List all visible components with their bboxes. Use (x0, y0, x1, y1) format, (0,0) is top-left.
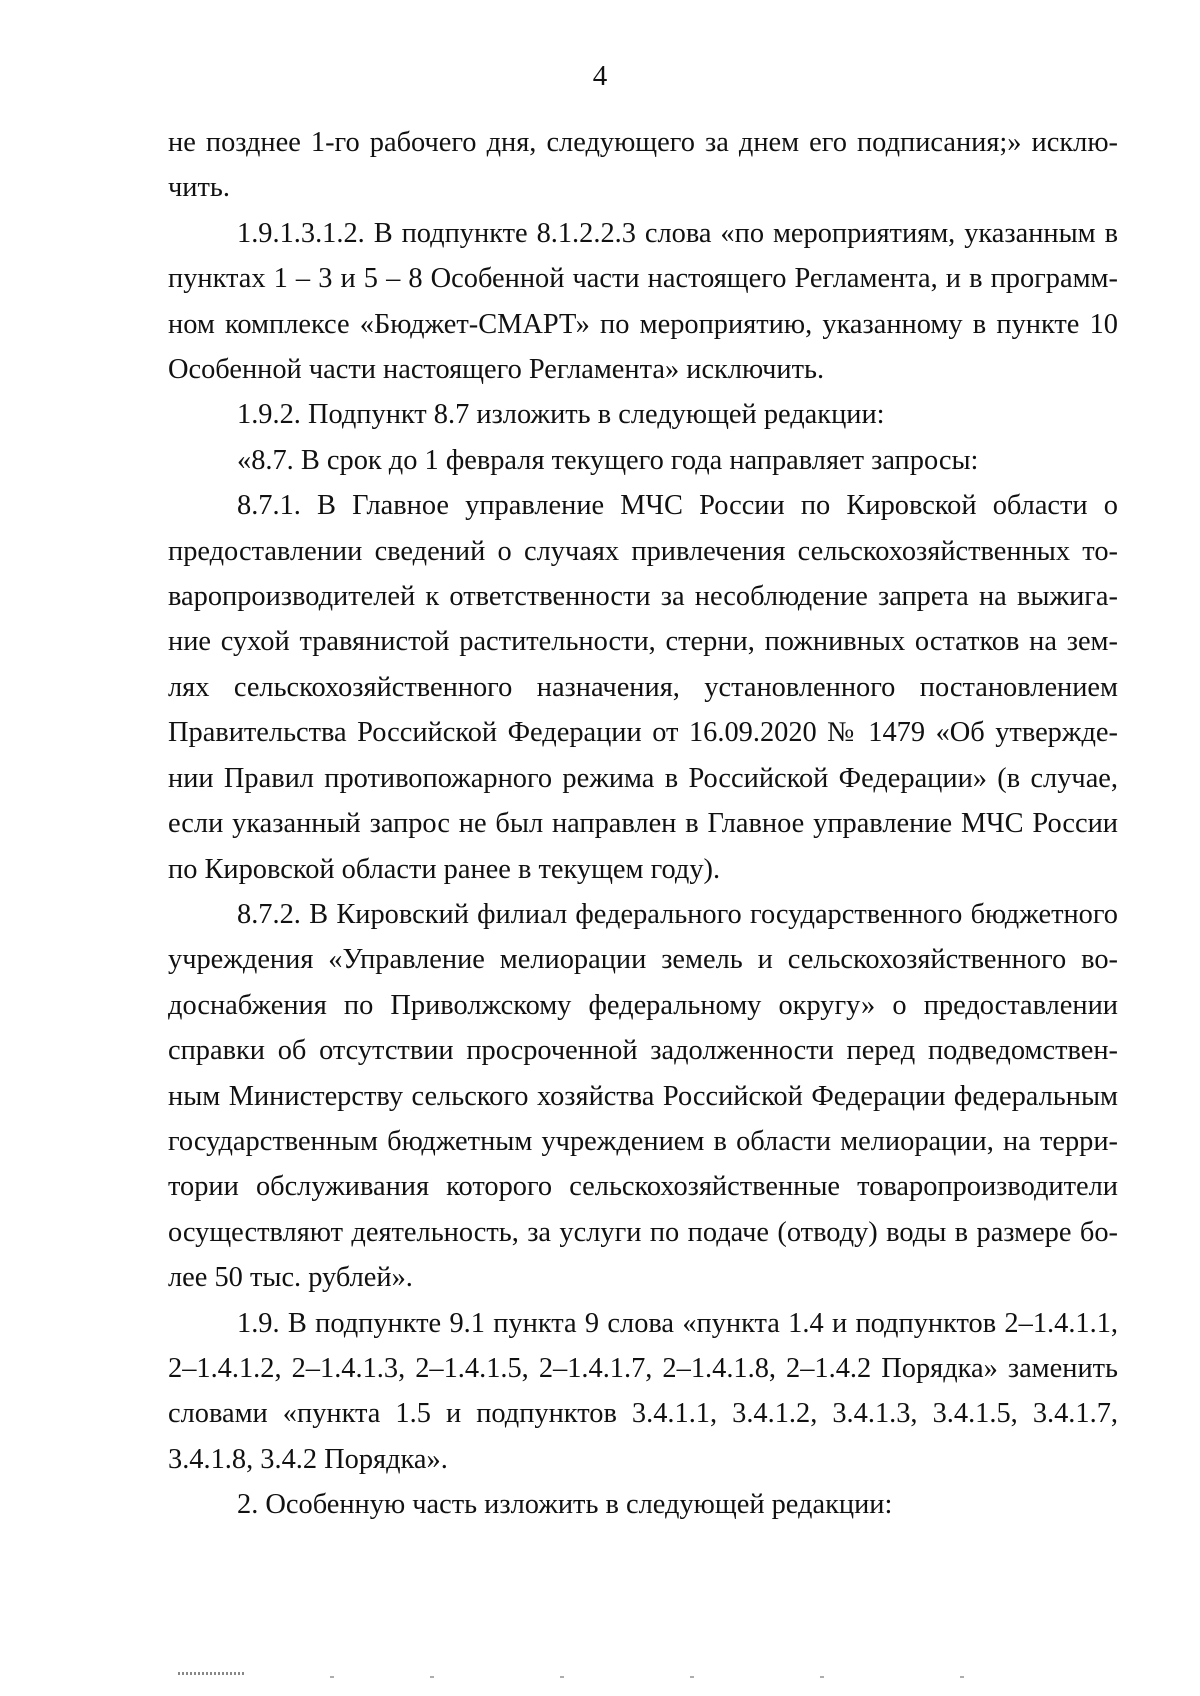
paragraph-1-9: 1.9. В подпункте 9.1 пункта 9 слова «пункта 1.4 и подпунктов 2–1.4.1.1, 2–1.4.1.2, 2–1.4.1.3, 2–1.4.1.5, 2–1.4.1.7, 2–1.4.1.8, 2–1.4.2 Порядка» заменить словами «пункта 1.5 и подпунктов 3.4.1.1, 3.4.1.2, 3.4.1.3, 3.4.1.5, 3.4.1.7, 3.4.1.8, 3.4.2 Порядка». (168, 1307, 1118, 1475)
paragraph-8-7-2: 8.7.2. В Кировский филиал федерального государственного бюджетного учреждения «Управление мелиорации земель и сельскохозяйственного водоснабжения по Приволжскому федеральному округу» о предоставлении справки об отсутствии просроченной задолженности перед подведомственным Министерству сельского хозяйства Российской Федерации федеральным государственным бюджетным учреждением в области мелиорации, на территории обслуживания которого сельскохозяйственные товаропроизводители осуществляют деятельность, за услуги по подаче (отводу) воды в размере более 50 тыс. рублей». (168, 898, 1118, 1294)
paragraph-8-7-1: 8.7.1. В Главное управление МЧС России по Кировской области о предоставлении сведений о случаях привлечения сельскохозяйственных товаропроизводителей к ответственности за несоблюдение запрета на выжигание сухой травянистой растительности, стерни, пожнивных остатков на землях сельскохозяйственного назначения, установленного постановлением Правительства Российской Федерации от 16.09.2020 № 1479 «Об утверждении Правил противопожарного режима в Российской Федерации» (в случае, если указанный запрос не был направлен в Главное управление МЧС России по Кировской области ранее в текущем году). (168, 490, 1118, 885)
paragraph-continuation: не позднее 1-го рабочего дня, следующего за днем его подписания;» исключить. (168, 127, 1118, 204)
paragraph-1-9-2: 1.9.2. Подпункт 8.7 изложить в следующей редакции: (237, 399, 885, 431)
paragraph-8-7: «8.7. В срок до 1 февраля текущего года направляет запросы: (237, 444, 979, 476)
scan-artifact-dot (330, 1676, 334, 1678)
scan-artifact-dot (960, 1676, 964, 1678)
scan-artifact-dot (430, 1676, 434, 1678)
scan-artifact-dot (690, 1676, 694, 1678)
scan-artifact-mark (178, 1672, 246, 1675)
document-body (168, 120, 1118, 1528)
paragraph-2: 2. Особенную часть изложить в следующей редакции: (237, 1489, 893, 1521)
page-number: 4 (592, 60, 608, 92)
scan-artifact-dot (820, 1676, 824, 1678)
paragraph-1-9-1-3-1-2: 1.9.1.3.1.2. В подпункте 8.1.2.2.3 слова «по мероприятиям, указанным в пунктах 1 – 3 и 5 – 8 Особенной части настоящего Регламента, и в программном комплексе «Бюджет-СМАРТ» по мероприятию, указанному в пункте 10 Особенной части настоящего Регламента» исключить. (168, 217, 1118, 386)
scan-artifact-dot (560, 1676, 564, 1678)
